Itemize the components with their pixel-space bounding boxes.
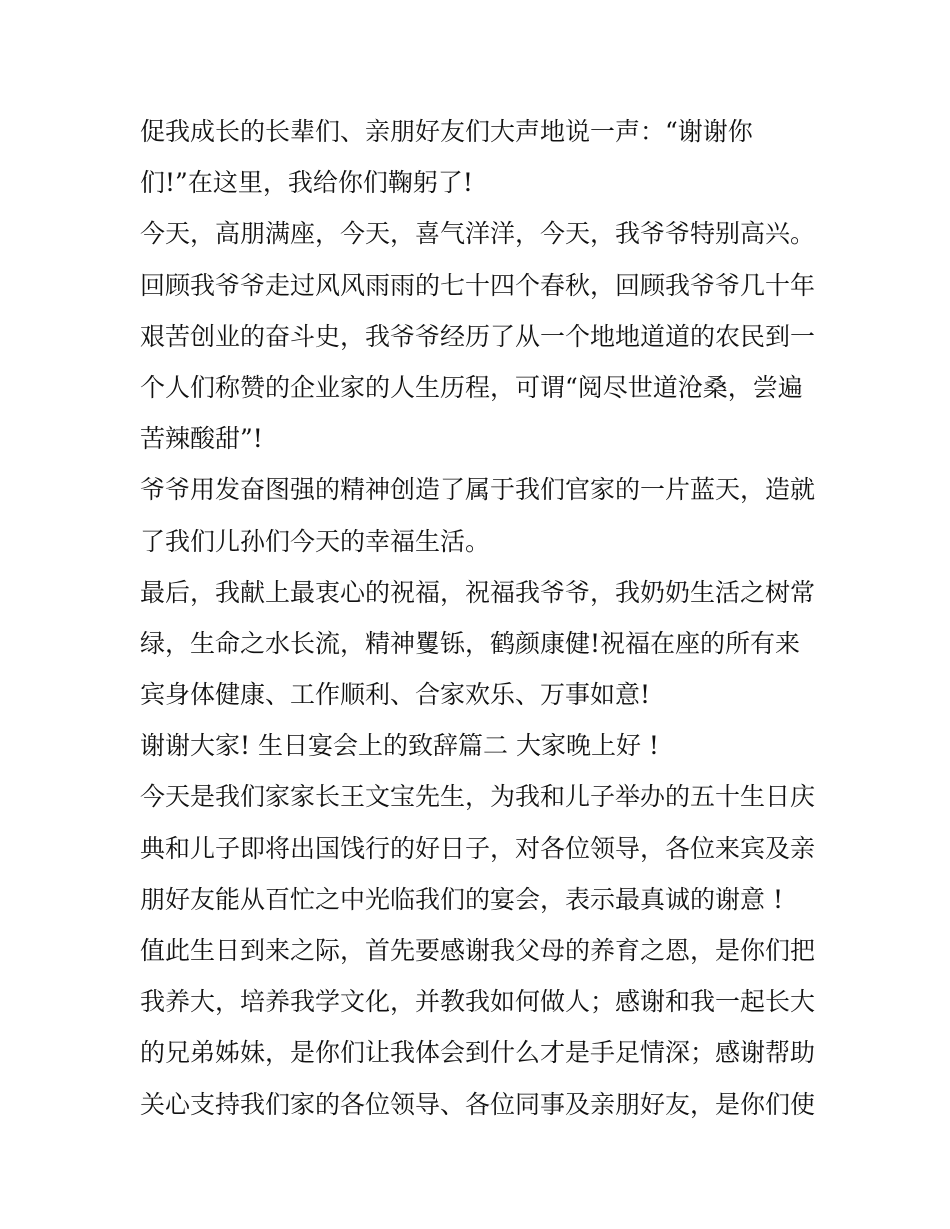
text-line: 谢谢大家! 生日宴会上的致辞篇二 大家晚上好 ! — [140, 731, 659, 761]
text-line: 促我成长的长辈们、亲朋好友们大声地说一声：“谢谢你 — [140, 117, 753, 146]
text-line: 艰苦创业的奋斗史，我爷爷经历了从一个地地道道的农民到一 — [140, 321, 816, 351]
text-line: 们!”在这里，我给你们鞠躬了! — [140, 168, 473, 198]
text-line: 绿，生命之水长流，精神矍铄，鹤颜康健!祝福在座的所有来 — [140, 628, 801, 658]
text-line: 我养大，培养我学文化，并教我如何做人；感谢和我一起长大 — [140, 987, 816, 1017]
text-line: 了我们儿孙们今天的幸福生活。 — [140, 526, 491, 556]
text-line: 回顾我爷爷走过风风雨雨的七十四个春秋，回顾我爷爷几十年 — [140, 270, 816, 300]
text-line: 典和儿子即将出国饯行的好日子，对各位领导，各位来宾及亲 — [140, 833, 816, 863]
text-line: 关心支持我们家的各位领导、各位同事及亲朋好友，是你们使 — [140, 1089, 816, 1119]
text-line: 宾身体健康、工作顺利、合家欢乐、万事如意! — [140, 680, 651, 710]
text-line: 今天，高朋满座，今天，喜气洋洋，今天，我爷爷特别高兴。 — [140, 219, 816, 249]
text-line: 今天是我们家家长王文宝先生，为我和儿子举办的五十生日庆 — [140, 782, 816, 812]
text-line: 个人们称赞的企业家的人生历程，可谓“阅尽世道沧桑，尝遍 — [140, 372, 803, 402]
text-line: 朋好友能从百忙之中光临我们的宴会，表示最真诚的谢意 ! — [140, 884, 783, 914]
text-line: 最后，我献上最衷心的祝福，祝福我爷爷，我奶奶生活之树常 — [140, 577, 816, 607]
text-line: 苦辣酸甜”! — [140, 424, 263, 454]
text-line: 值此生日到来之际，首先要感谢我父母的养育之恩，是你们把 — [140, 936, 816, 965]
text-line: 爷爷用发奋图强的精神创造了属于我们官家的一片蓝天，造就 — [140, 475, 816, 505]
text-line: 的兄弟姊妹，是你们让我体会到什么才是手足情深；感谢帮助 — [140, 1038, 816, 1068]
document-body — [140, 106, 820, 1130]
